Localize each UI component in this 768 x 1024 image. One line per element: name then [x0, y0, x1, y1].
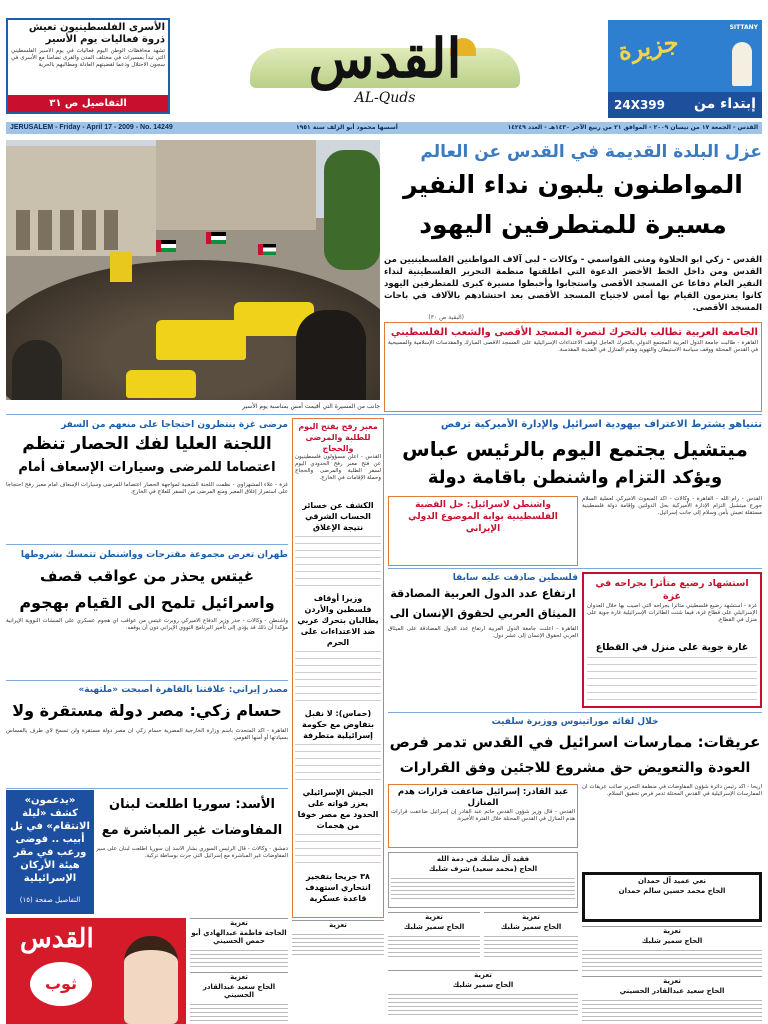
obit-mid-1: [292, 920, 384, 972]
gaza-body: غزة - علاء المشهراوي - نظمت اللجنة الشعبية لمواجهة الحصار اعتصاما للمرضى وسيارات الإسعاف أمام معبر رفح احتجاجا على استمرار إغلاق المعبر ومنع المرضى من السفر للعلاج في الخارج.: [6, 482, 288, 495]
human-rights-body: القاهرة - أعلنت جامعة الدول العربية ارتفاع عدد الدول المصادقة على الميثاق العربي لحقوق الإنسان إلى عشر دول.: [388, 626, 578, 639]
obit-name: الحاجة فاطمة عبدالهادي أبو حمص الحسيني: [191, 929, 287, 945]
abdel-qader-body: القدس - قال وزير شؤون القدس حاتم عبد القادر إن إسرائيل ضاعفت قرارات هدم المنازل في القدس المحتلة خلال الفترة الأخيرة.: [391, 809, 575, 822]
mid-headline-3: وزيرا أوقاف فلسطين والأردن يطالبان بتحرك عربي ضد الاعتداءات على الحرم: [297, 594, 379, 647]
mid-column: [292, 418, 384, 918]
lead-body: القدس - زكي ابو الحلاوة ومنى القواسمي - وكالات - لبى آلاف المواطنين الفلسطينيين من القدس ومن داخل الخط الأخضر الدعوة التي اطلقتها منظمة التحرير الفلسطينية لنداء النفير العام دفاعا عن المسجد الأقصى واستجابوا وأحبطوا مسيرة كبرى للمتطرفين اليهود كانوا يعتزمون القيام بها أمس لاجتياح المسجد الأقصى بعد احتشادهم بالآلاف في باحات المسجد الأقصى.: [384, 255, 762, 313]
mitchell-body: القدس - رام الله - القاهرة - وكالات - أكد المبعوث الأميركي لعملية السلام جورج ميتشيل التزام الإدارة الأميركية بحل الدولتين وإقامة دولة فلسطينية مستقلة تعيش بأمن وسلام إلى جانب إسرائيل.: [582, 496, 762, 516]
promo-left-footer[interactable]: التفاصيل ص ٣١: [8, 95, 168, 112]
obit-intro: فقيد آل شلبك في دمة الله: [436, 855, 530, 863]
obit-mid-3: [484, 912, 578, 968]
ad-top[interactable]: [608, 20, 762, 118]
gaza-killed-body: غزة - استشهد رضيع فلسطيني متأثرا بجراحه التي أصيب بها خلال العدوان الإسرائيلي على قطاع غزة، فيما شنت الطائرات الإسرائيلية غارة جوية على منزل في القطاع.: [587, 603, 757, 623]
photo-arches: [16, 210, 126, 250]
mid-filler-1: [295, 533, 381, 589]
syria-body: دمشق - وكالات - قال الرئيس السوري بشار الأسد إن سوريا أطلعت لبنان على سير المفاوضات غير المباشرة مع إسرائيل التي جرت بوساطة تركية.: [96, 846, 288, 859]
obit-mid-4: [388, 970, 578, 1022]
gaza-killed-box: [582, 572, 762, 708]
photo-taxi-1: [156, 320, 246, 360]
obit-text-lines: [190, 948, 288, 970]
obit-right-1: [582, 926, 762, 974]
obit-title: تعزية: [329, 921, 347, 929]
obit-title: تعزية: [425, 913, 443, 921]
egypt-headline: حسام زكي: مصر دولة مستقرة ولا: [12, 701, 282, 720]
obit-mid-2: [388, 912, 480, 968]
photo-tree: [324, 150, 380, 270]
obit-left-1: [190, 918, 288, 970]
gaza-headline-1: اللجنة العليا لفك الحصار تنظم: [22, 434, 272, 454]
egypt-body: القاهرة - أكد المتحدث باسم وزارة الخارجية المصرية حسام زكي أن مصر دولة مستقرة ولن تسمح لأي طرف بالمساس بسيادتها أو أمنها القومي.: [6, 728, 288, 741]
human-rights-headline-2: الميثاق العربي لحقوق الإنسان الى: [389, 607, 577, 620]
obit-notice-name: الحاج محمد حسين سالم حمدان: [618, 887, 726, 895]
obit-title: تعزية: [474, 971, 492, 979]
lead-continued[interactable]: (البقية ص ٣٠): [428, 314, 464, 321]
human-rights-headline-1: ارتفاع عدد الدول العربية المصادقة: [390, 587, 576, 600]
obit-shalabak: [388, 852, 578, 908]
mitchell-headline-2: ويؤكد التزام واشنطن باقامة دولة: [427, 467, 723, 488]
iran-headline-1: غيتس يحذر من عواقب قصف: [39, 567, 255, 585]
promo-left-box[interactable]: [6, 18, 170, 114]
obit-name: الحاج (محمد سعيد) شرف شلبك: [428, 865, 538, 873]
divider-1: [6, 414, 762, 415]
obit-hamdan: [582, 872, 762, 922]
gaza-killed-headline: استشهاد رضيع متأثرا بجراحه في غزة: [595, 578, 749, 602]
abdel-qader-box: [388, 784, 578, 848]
obit-title: تعزية: [230, 919, 248, 927]
lead-headline-1: المواطنون يلبون نداء النفير: [403, 170, 743, 199]
iran-kicker: طهران تعرض مجموعة مقترحات وواشنطن تتمسك بشروطها: [20, 550, 288, 560]
divider-3: [6, 680, 288, 681]
divider-2: [6, 544, 288, 545]
mid-headline-6: ٣٨ جريحا بتفجير انتحاري استهدف قاعدة عسكرية: [305, 872, 371, 903]
ad-top-figure: [732, 42, 752, 86]
mitchell-headline-1: ميتشيل يجتمع اليوم بالرئيس عباس: [402, 437, 748, 461]
photo-figure-foreground: [296, 310, 366, 400]
dateline-founded: أسسها محمود أبو الزلف سنة ١٩٥١: [296, 124, 398, 131]
obit-text-lines: [190, 1002, 288, 1024]
ad-top-brand: SITTANY: [729, 24, 758, 31]
dateline-bar: [6, 122, 762, 134]
lead-photo: [6, 140, 380, 400]
erekat-headline-1: عريقات: ممارسات اسرائيل في القدس تدمر فرص: [389, 733, 761, 751]
mid-headline-2: الكشف عن خسائر الحساب الشرقي نتيجة الإغلاق: [302, 501, 374, 532]
obit-left-2: [190, 972, 288, 1024]
promo-left-headline: الأسرى الفلسطينيون تعيش ذروة فعاليات يوم الأسير: [28, 22, 165, 45]
lead-photo-caption: جانب من المسيرة التي أقيمت أمس بمناسبة يوم الأسير: [242, 403, 380, 410]
ad-top-price: 24X399: [614, 98, 665, 112]
masthead-art: [240, 20, 530, 118]
obit-name: الحاج سمير شلبك: [452, 981, 514, 989]
obit-text-lines: [391, 876, 575, 902]
arab-league-box: [384, 322, 762, 412]
gaza-killed-sub: غارة جوية على منزل في القطاع: [595, 642, 749, 653]
obit-right-2: [582, 976, 762, 1024]
mid-headline-1: معبر رفح يفتح اليوم للطلبة والمرضى والحجاج: [298, 422, 378, 453]
iran-headline-2: واسرائيل تلمح الى القيام بهجوم: [19, 593, 275, 612]
photo-flag-2: [206, 232, 226, 244]
photo-flag-1: [156, 240, 176, 252]
obit-text-lines: [388, 992, 578, 1018]
lead-headline-2: مسيرة للمتطرفين اليهود: [419, 210, 727, 239]
photo-taxi-3: [126, 370, 196, 398]
masthead-title: القدس: [308, 26, 462, 90]
obit-title: تعزية: [663, 977, 681, 985]
mid-headline-4: (حماس): لا نقبل بتفاوض مع حكومة إسرائيلية متطرفة: [302, 709, 374, 740]
obit-name: الحاج سمير شلبك: [641, 937, 703, 945]
gaza-killed-filler: [587, 654, 757, 706]
syria-headline-1: الأسد: سوريا اطلعت لبنان: [109, 797, 275, 812]
obit-title: تعزية: [230, 973, 248, 981]
obit-text-lines: [388, 934, 480, 960]
photo-flag-3: [258, 244, 276, 255]
obit-name: الحاج سمير شلبك: [403, 923, 465, 931]
egypt-kicker: مصدر إيراني: علاقتنا بالقاهرة أصبحت «ملتهبة»: [78, 685, 288, 695]
mid-body: القدس - أعلن مسؤولون فلسطينيون عن فتح معبر رفح الحدودي اليوم لسفر الطلبة والمرضى والحجاج وحملة الإقامات في الخارج.: [295, 454, 381, 481]
arab-league-body: القاهرة - طالبت جامعة الدول العربية المجتمع الدولي بالتحرك العاجل لوقف الاعتداءات الإسرائيلية على المسجد الأقصى المبارك والمقدسات الإسلامية والمسيحية في القدس المحتلة ووقف سياسة الاستيطان والتهويد وهدم المنازل في المدينة المقدسة.: [388, 340, 758, 353]
syria-headline-2: المفاوضات غير المباشرة مع: [101, 823, 283, 838]
erekat-body: أريحا - أكد رئيس دائرة شؤون المفاوضات في منظمة التحرير صائب عريقات أن الممارسات الإسرائيلية في القدس المحتلة تدمر فرص تحقيق السلام.: [582, 784, 762, 797]
obit-text-lines: [484, 934, 578, 960]
gaza-headline-2: اعتصاما للمرضى وسيارات الإسعاف أمام: [18, 460, 276, 475]
divider-5: [388, 568, 762, 569]
obit-name: الحاج سعيد عبدالقادر الحسيني: [619, 987, 725, 995]
side-promo-quote: «يدعمون» كشف «ليلة الانتقام» في تل أبيب .. فوضى ورعب في مقر هيئة الأركان الإسرائيلية: [10, 795, 90, 884]
obit-notice-title: نعي عميد آل حمدان: [638, 877, 706, 885]
obit-text-lines: [582, 948, 762, 974]
mitchell-sub-box: [388, 496, 578, 566]
photo-figure-left: [12, 340, 62, 400]
mid-headline-5: الجيش الإسرائيلي يعزز قواته على الحدود مع مصر خوفا من هجمات: [297, 788, 379, 830]
obit-title: تعزية: [663, 927, 681, 935]
divider-4: [6, 788, 288, 789]
human-rights-kicker: فلسطين صادقت عليه سابقا: [452, 573, 578, 583]
ad-bottom-brand: القدس: [20, 924, 94, 954]
divider-6: [388, 712, 762, 713]
obit-name: الحاج سمير شلبك: [500, 923, 562, 931]
dateline-english: JERUSALEM - Friday - April 17 - 2009 - No. 14249: [10, 124, 173, 131]
mid-filler-3: [295, 741, 381, 783]
ad-top-cta: إبتداء من: [694, 96, 756, 112]
ad-top-script: جزيرة: [615, 26, 681, 67]
abdel-qader-headline: عبد القادر: إسرائيل ضاعفت قرارات هدم المنازل: [397, 787, 569, 808]
lead-kicker: عزل البلدة القديمة في القدس عن العالم: [420, 142, 762, 162]
ad-bottom-model: [124, 936, 178, 1024]
gaza-kicker: مرضى غزة ينتظرون احتجاجا على منعهم من السفر: [61, 420, 288, 430]
side-promo-box[interactable]: [6, 790, 94, 914]
ad-bottom-tag: ثوب: [30, 962, 92, 1006]
iran-body: واشنطن - وكالات - حذر وزير الدفاع الأميركي روبرت غيتس من عواقب أي هجوم عسكري على المنشآت النووية الإيرانية مؤكدا أن ذلك قد يؤدي إلى تأخير البرنامج النووي الإيراني دون أن يوقفه.: [6, 618, 288, 631]
promo-left-body: تشهد محافظات الوطن اليوم فعاليات في يوم الأسير الفلسطيني التي تبدأ بمسيرات في مختلف المدن والقرى تضامنا مع الأسرى في سجون الاحتلال ودعما لقضيتهم العادلة ومطالبهم بالحرية: [11, 48, 165, 68]
masthead-latin: AL-Quds: [354, 90, 416, 106]
mid-filler-4: [295, 831, 381, 867]
mitchell-kicker: نتنياهو يشترط الاعتراف بيهودية اسرائيل والإدارة الأميركية ترفض: [440, 419, 762, 430]
obit-title: تعزية: [522, 913, 540, 921]
erekat-headline-2: العودة والتعويض حق مشروع للاجئين وفق القرارات: [399, 760, 751, 776]
arab-league-headline: الجامعة العربية تطالب بالتحرك لنصرة المسجد الأقصى والشعب الفلسطيني: [390, 327, 758, 338]
mid-filler-2: [295, 648, 381, 704]
side-promo-footer: التفاصيل صفحة (١٥): [19, 896, 81, 904]
photo-banner-yellow: [110, 252, 132, 282]
obit-name: الحاج سعيد عبدالقادر الحسيني: [202, 983, 276, 999]
mitchell-sub-1: واشنطن لاسرائيل: حل القضية الفلسطينية بوابة الموضوع الدولي الإيراني: [408, 500, 558, 534]
erekat-kicker: خلال لقائه موراتينوس ووزيرة سلفيت: [491, 717, 659, 727]
photo-building-mid: [156, 140, 316, 230]
obit-text-lines: [582, 998, 762, 1024]
dateline-arabic: القدس - الجمعة ١٧ من نيسان ٢٠٠٩ - الموافق ٢١ من ربيع الآخر ١٤٣٠هـ - العدد ١٤٢٤٩: [507, 124, 758, 131]
ad-top-price-strip: [608, 92, 762, 118]
obit-text-lines: [292, 932, 384, 958]
ad-bottom[interactable]: [6, 918, 186, 1024]
